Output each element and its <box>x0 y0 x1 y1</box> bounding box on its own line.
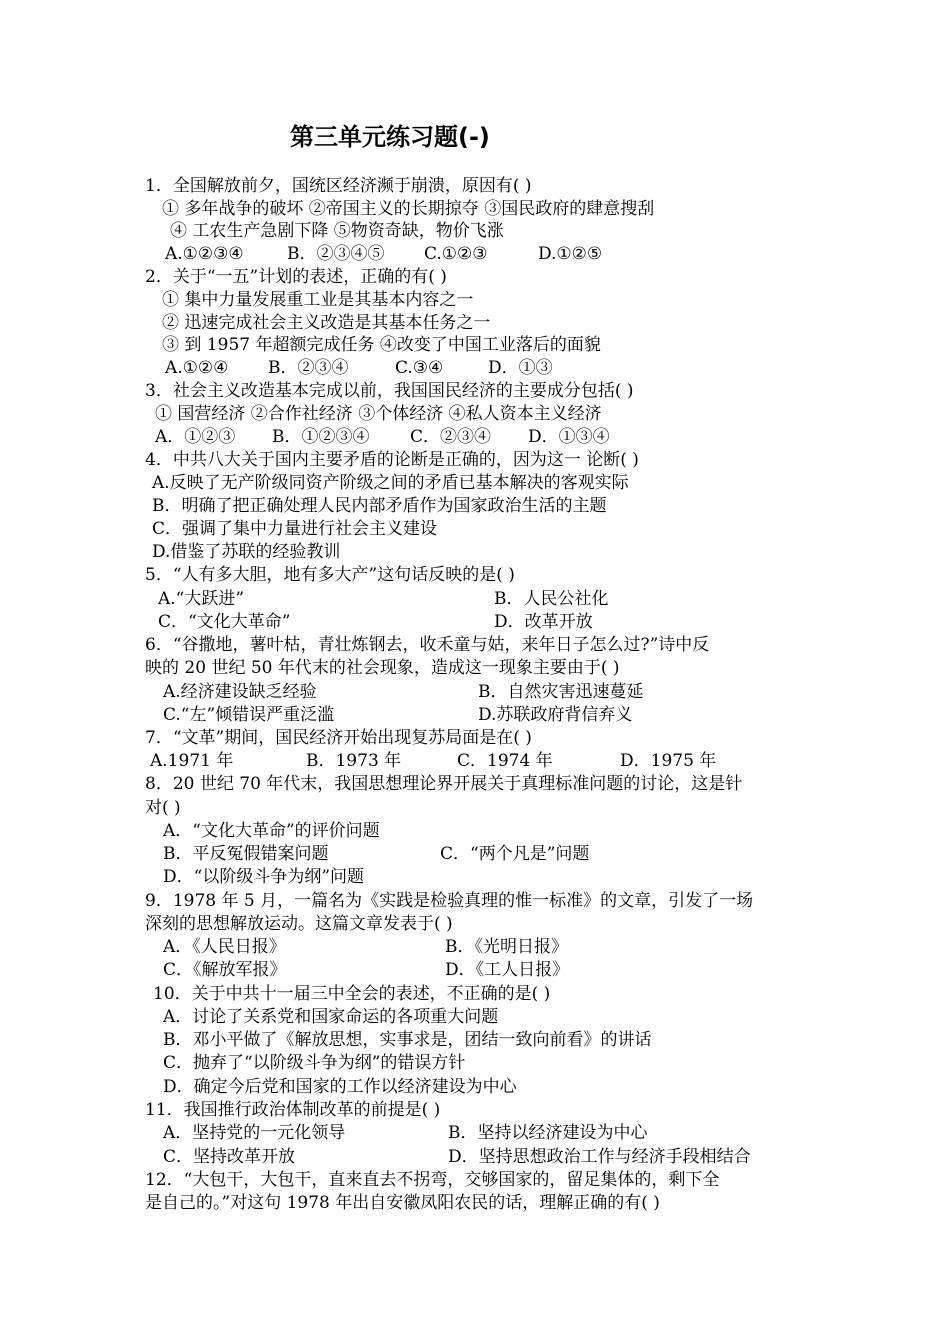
q1-choice-a: A.①②③④ <box>165 244 244 264</box>
q4-option-a: A.反映了无产阶级同资产阶级之间的矛盾已基本解决的客观实际 <box>152 473 629 493</box>
q3-choice-c: C．②③④ <box>410 427 492 447</box>
q2-line2: ② 迅速完成社会主义改造是其基本任务之一 <box>162 313 491 333</box>
q7-choice-b: B．1973 年 <box>306 751 402 771</box>
q6-option-d: D.苏联政府背信弃义 <box>478 705 633 725</box>
q6-option-a: A.经济建设缺乏经验 <box>163 682 317 702</box>
q9-option-c: C．《解放军报》 <box>163 960 287 980</box>
q5-option-c: C．“文化大革命” <box>158 612 291 632</box>
q3-choice-d: D．①③④ <box>528 427 610 447</box>
q3-choice-a: A．①②③ <box>155 427 236 447</box>
q8-option-a: A．“文化大革命”的评价问题 <box>163 821 380 841</box>
q5-option-b: B．人民公社化 <box>494 589 609 609</box>
q2-choice-b: B．②③④ <box>268 358 349 378</box>
q12-stem-1: 12．“大包干，大包干，直来直去不拐弯，交够国家的，留足集体的，剩下全 <box>145 1170 720 1190</box>
q6-option-b: B．自然灾害迅速蔓延 <box>478 682 644 702</box>
q1-line1: ① 多年战争的破坏 ②帝国主义的长期掠夺 ③国民政府的肆意搜刮 <box>162 199 655 219</box>
q6-stem-1: 6．“谷撒地，薯叶枯，青壮炼钢去，收禾童与姑，来年日子怎么过?”诗中反 <box>145 635 710 655</box>
q4-stem: 4．中共八大关于国内主要矛盾的论断是正确的，因为这一 论断( ) <box>145 450 639 470</box>
q2-stem: 2．关于“一五”计划的表述，正确的有( ) <box>145 267 447 287</box>
q8-stem-2: 对( ) <box>145 798 181 818</box>
q9-option-b: B．《光明日报》 <box>445 937 568 957</box>
q2-choice-a: A.①②④ <box>165 358 229 378</box>
q1-choice-b: B．②③④⑤ <box>287 244 385 264</box>
q6-stem-2: 映的 20 世纪 50 年代末的社会现象，造成这一现象主要由于( ) <box>145 658 620 678</box>
q11-option-b: B．坚持以经济建设为中心 <box>448 1123 648 1143</box>
q4-option-b: B．明确了把正确处理人民内部矛盾作为国家政治生活的主题 <box>152 496 607 516</box>
q2-choice-c: C.③④ <box>395 358 444 378</box>
q3-line1: ① 国营经济 ②合作社经济 ③个体经济 ④私人资本主义经济 <box>155 404 602 424</box>
q10-option-b: B．邓小平做了《解放思想，实事求是，团结一致向前看》的讲话 <box>163 1030 652 1050</box>
q12-stem-2: 是自己的。”对这句 1978 年出自安徽凤阳农民的话，理解正确的有( ) <box>145 1193 660 1213</box>
q11-stem: 11．我国推行政治体制改革的前提是( ) <box>145 1100 441 1120</box>
page-title: 第三单元练习题(-) <box>290 123 490 151</box>
q9-stem-1: 9．1978 年 5 月，一篇名为《实践是检验真理的惟一标准》的文章，引发了一场 <box>145 891 754 911</box>
q8-option-b: B．平反冤假错案问题 <box>163 844 329 864</box>
q7-choice-a: A.1971 年 <box>150 751 234 771</box>
q4-option-c: C．强调了集中力量进行社会主义建设 <box>152 519 438 539</box>
q7-choice-c: C．1974 年 <box>457 751 553 771</box>
q3-stem: 3．社会主义改造基本完成以前，我国国民经济的主要成分包括( ) <box>145 381 634 401</box>
q10-option-d: D．确定今后党和国家的工作以经济建设为中心 <box>163 1077 517 1097</box>
q2-line1: ① 集中力量发展重工业是其基本内容之一 <box>162 290 474 310</box>
q11-option-c: C．坚持改革开放 <box>163 1147 296 1167</box>
q9-option-a: A．《人民日报》 <box>163 937 286 957</box>
q8-option-d: D．“以阶级斗争为纲”问题 <box>163 867 365 887</box>
q9-option-d: D．《工人日报》 <box>445 960 570 980</box>
q10-option-c: C．抛弃了“以阶级斗争为纲”的错误方针 <box>163 1053 466 1073</box>
q1-choice-d: D.①②⑤ <box>538 244 603 264</box>
q8-option-c: C．“两个凡是”问题 <box>440 844 590 864</box>
q3-choice-b: B．①②③④ <box>272 427 370 447</box>
q10-stem: 10．关于中共十一届三中全会的表述，不正确的是( ) <box>153 984 551 1004</box>
q8-stem-1: 8．20 世纪 70 年代末，我国思想理论界开展关于真理标准问题的讨论，这是针 <box>145 774 743 794</box>
q7-stem: 7．“文革”期间，国民经济开始出现复苏局面是在( ) <box>145 728 532 748</box>
q11-option-a: A．坚持党的一元化领导 <box>163 1123 346 1143</box>
q2-line3: ③ 到 1957 年超额完成任务 ④改变了中国工业落后的面貌 <box>162 335 601 355</box>
q1-choice-c: C.①②③ <box>424 244 488 264</box>
q2-choice-d: D．①③ <box>488 358 553 378</box>
q4-option-d: D.借鉴了苏联的经验教训 <box>152 542 341 562</box>
q5-stem: 5．“人有多大胆，地有多大产”这句话反映的是( ) <box>145 565 515 585</box>
q5-option-a: A.“大跃进” <box>158 589 245 609</box>
q9-stem-2: 深刻的思想解放运动。这篇文章发表于( ) <box>145 914 453 934</box>
q1-line2: ④ 工农生产急剧下降 ⑤物资奇缺，物价飞涨 <box>170 221 504 241</box>
q11-option-d: D．坚持思想政治工作与经济手段相结合 <box>448 1147 751 1167</box>
q6-option-c: C.“左”倾错误严重泛滥 <box>163 705 335 725</box>
q7-choice-d: D．1975 年 <box>620 751 717 771</box>
q10-option-a: A．讨论了关系党和国家命运的各项重大问题 <box>163 1007 499 1027</box>
q5-option-d: D．改革开放 <box>494 612 593 632</box>
q1-stem: 1．全国解放前夕，国统区经济濒于崩溃，原因有( ) <box>145 176 532 196</box>
